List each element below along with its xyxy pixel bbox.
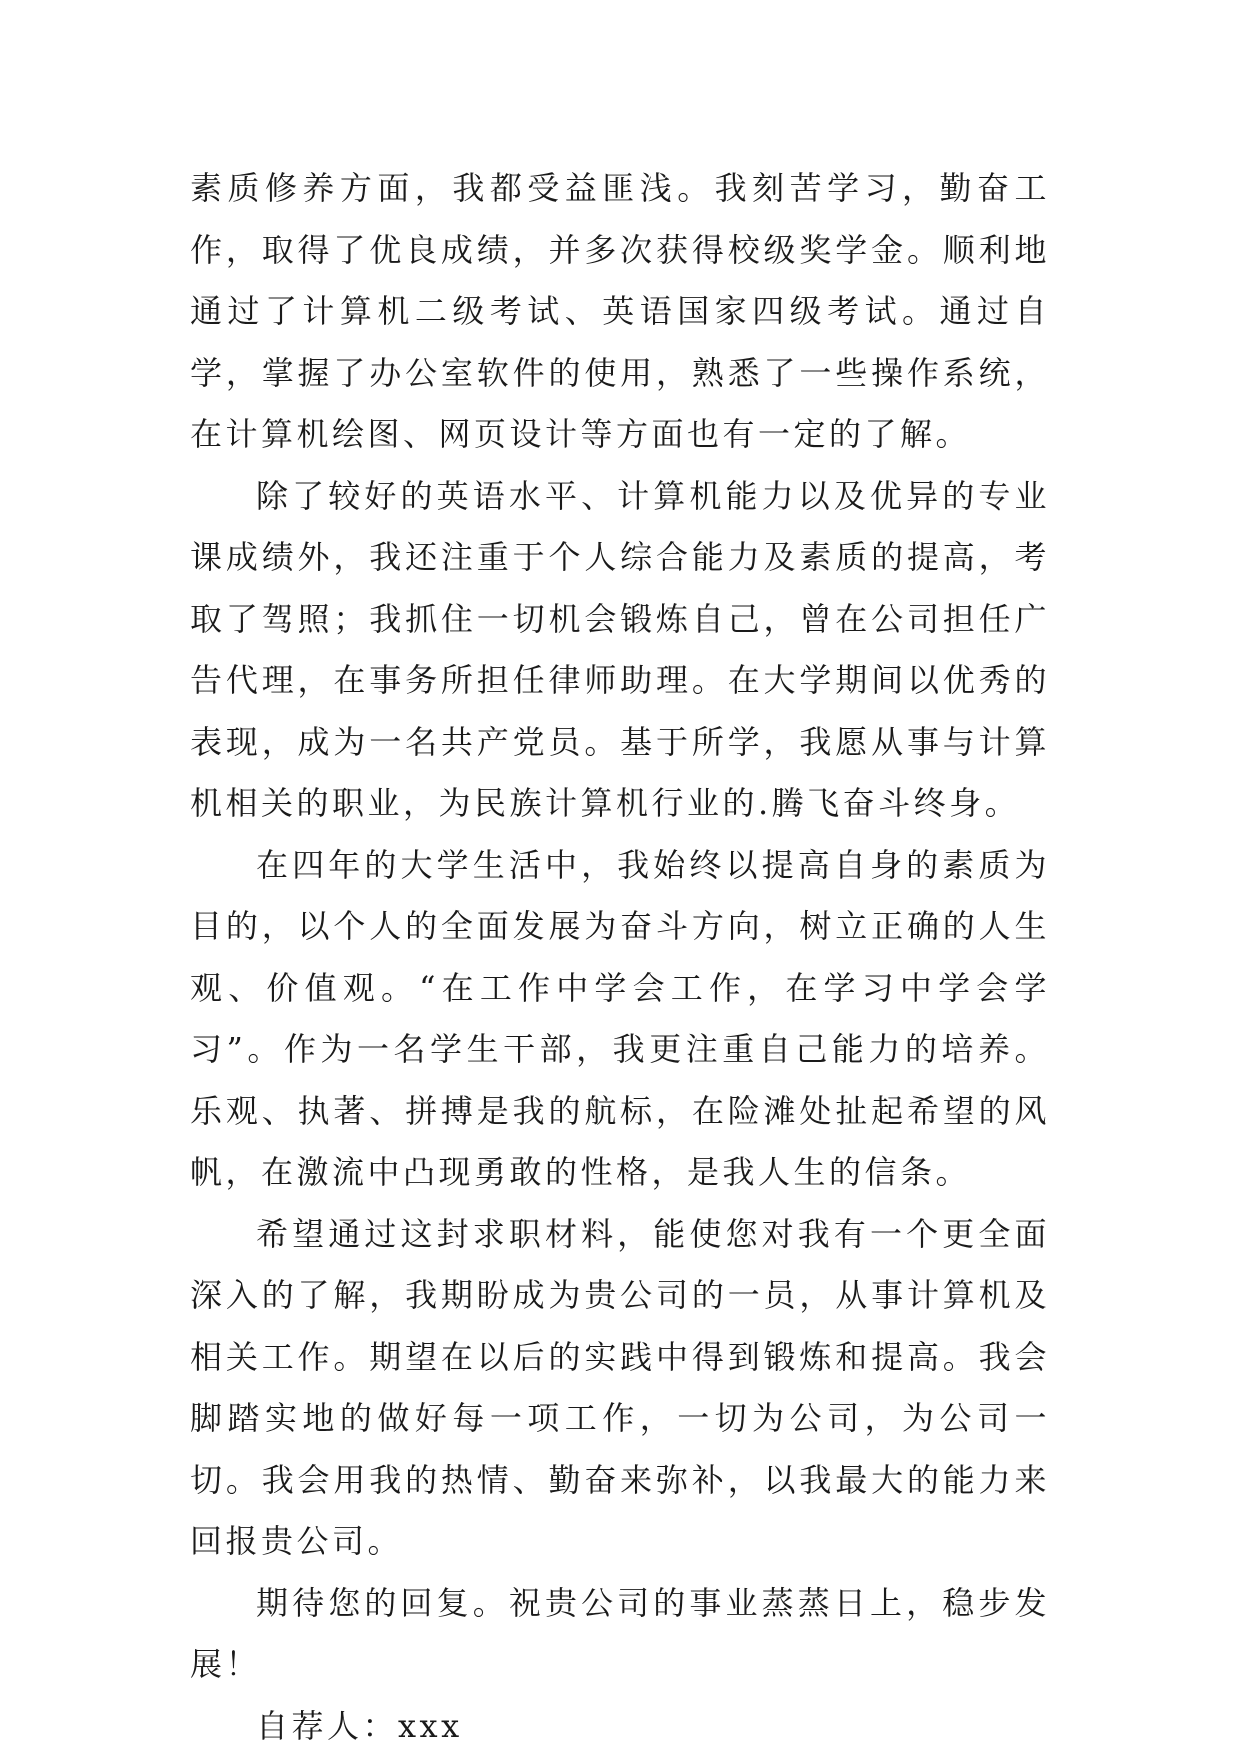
signature-line: 自荐人：xxx — [190, 1696, 1050, 1757]
paragraph-3: 在四年的大学生活中，我始终以提高自身的素质为目的，以个人的全面发展为奋斗方向，树立正确的人生观、价值观。“在工作中学会工作，在学习中学会学习”。作为一名学生干部，我更注重自己能力的培养。乐观、执著、拼搏是我的航标，在险滩处扯起希望的风帆，在激流中凸现勇敢的性格，是我人生的信条。 — [190, 835, 1050, 1204]
paragraph-4: 希望通过这封求职材料，能使您对我有一个更全面深入的了解，我期盼成为贵公司的一员，从事计算机及相关工作。期望在以后的实践中得到锻炼和提高。我会脚踏实地的做好每一项工作，一切为公司，为公司一切。我会用我的热情、勤奋来弥补，以我最大的能力来回报贵公司。 — [190, 1204, 1050, 1573]
paragraph-1: 素质修养方面，我都受益匪浅。我刻苦学习，勤奋工作，取得了优良成绩，并多次获得校级奖学金。顺利地通过了计算机二级考试、英语国家四级考试。通过自学，掌握了办公室软件的使用，熟悉了一些操作系统，在计算机绘图、网页设计等方面也有一定的了解。 — [190, 158, 1050, 466]
document-body — [190, 158, 1050, 1757]
closing-line: 期待您的回复。祝贵公司的事业蒸蒸日上，稳步发展！ — [190, 1573, 1050, 1696]
paragraph-2: 除了较好的英语水平、计算机能力以及优异的专业课成绩外，我还注重于个人综合能力及素质的提高，考取了驾照；我抓住一切机会锻炼自己，曾在公司担任广告代理，在事务所担任律师助理。在大学期间以优秀的表现，成为一名共产党员。基于所学，我愿从事与计算机相关的职业，为民族计算机行业的.腾飞奋斗终身。 — [190, 466, 1050, 835]
